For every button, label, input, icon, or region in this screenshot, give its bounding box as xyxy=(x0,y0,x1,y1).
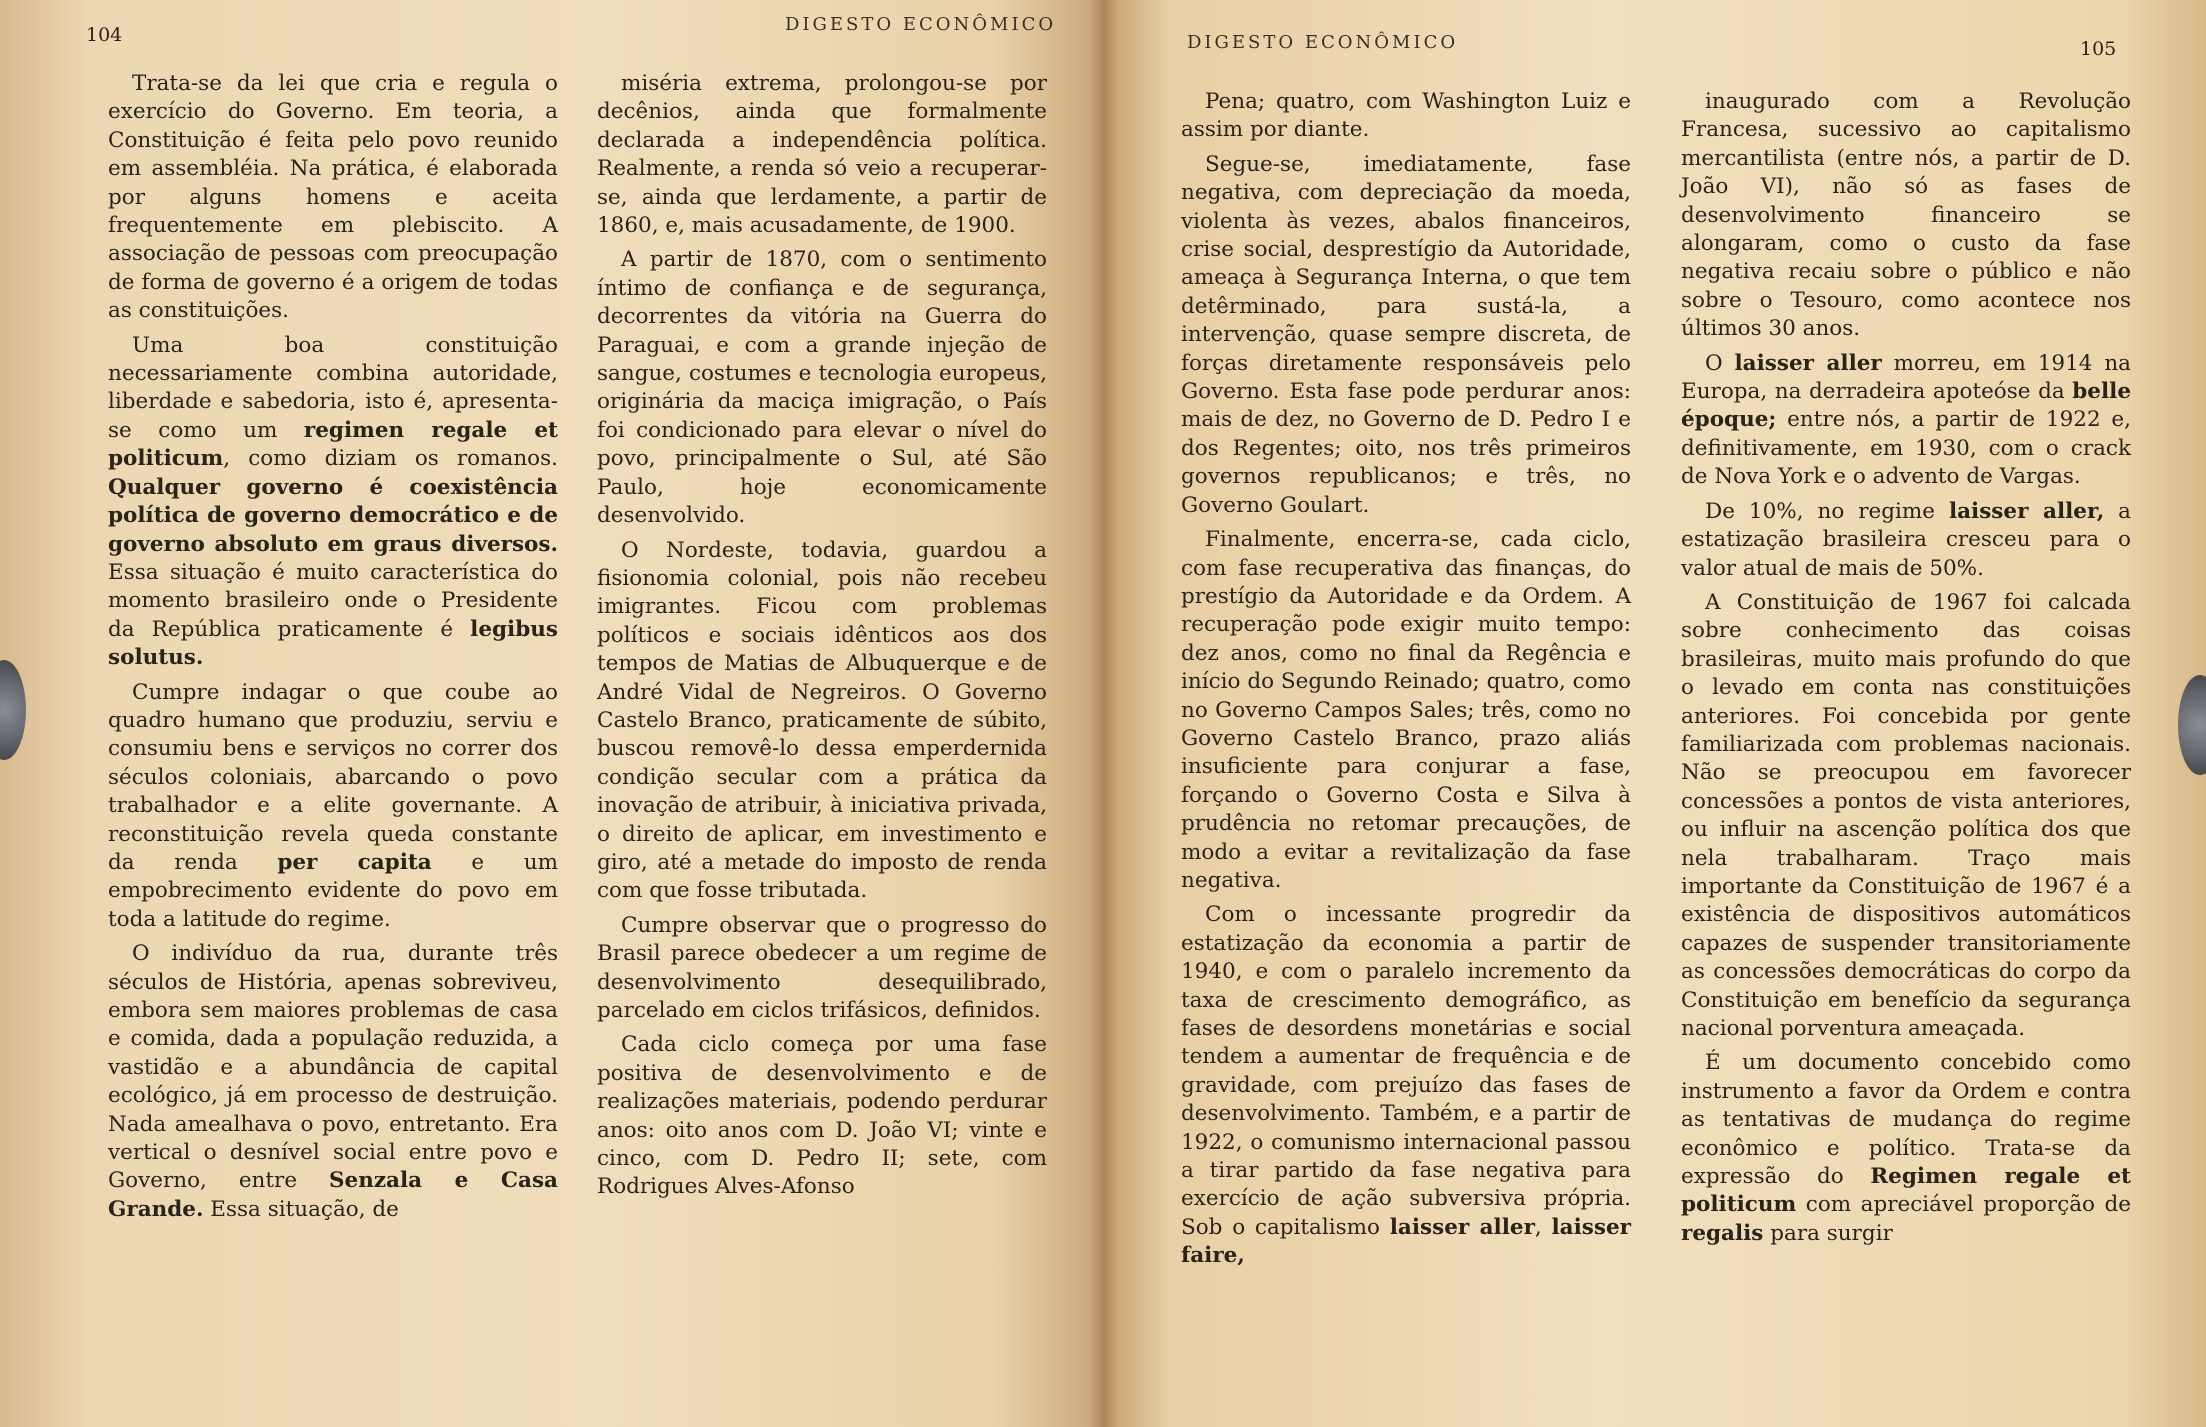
bold-text: Qualquer governo é coexistência política de governo democrático e de governo absoluto em graus diversos. xyxy=(108,474,558,557)
bold-text: Senzala e Casa Grande. xyxy=(108,1168,558,1222)
paragraph: A partir de 1870, com o sentimento íntimo de confiança e de segurança, decorrentes da vitória na Guerra do Paraguai, e com a grande injeção de sangue, costumes e tecnologia europeus, originária da maciça imigração, o País foi condicionado para elevar o nível do povo, principalmente o Sul, até São Paulo, hoje economicamente desenvolvido. xyxy=(597,247,1047,529)
paragraph: É um documento concebido como instrumento a favor da Ordem e contra as tentativas de mudança do regime econômico e político. Trata-se da expressão do Regimen regale et politicum com apreciável proporção de regalis para surgir xyxy=(1681,1050,2131,1246)
paragraph: O Nordeste, todavia, guardou a fisionomia colonial, pois não recebeu imigrantes. Ficou com problemas políticos e sociais idênticos aos dos tempos de Matias de Albuquerque e de André Vidal de Negreiros. O Governo Castelo Branco, praticamente de súbito, buscou removê-lo dessa emperdernida condição secular com a prática da inovação de atribuir, à iniciativa privada, o direito de aplicar, em investimento e giro, até a metade do imposto de renda com que fosse tributada. xyxy=(597,537,1047,904)
paragraph: Cada ciclo começa por uma fase positiva de desenvolvimento e de realizações materiais, podendo perdurar anos: oito anos com D. João VI; vinte e cinco, com D. Pedro II; sete, com Rodrigues Alves-Afonso xyxy=(597,1032,1047,1200)
paragraph: inaugurado com a Revolução Francesa, sucessivo ao capitalismo mercantilista (entre nós, a partir de D. João VI), não só as fases de desenvolvimento financeiro se alongaram, como o custo da fase negativa recaiu sobre o público e não sobre o Tesouro, como acontece nos últimos 30 anos. xyxy=(1681,89,2131,342)
bold-text: Regimen regale et politicum xyxy=(1681,1164,2131,1218)
page-number-left: 104 xyxy=(86,24,123,46)
left-page-column-2 xyxy=(597,70,1047,1202)
bold-text: belle époque; xyxy=(1681,379,2131,433)
paragraph: O indivíduo da rua, durante três séculos de História, apenas sobreviveu, embora sem maiores problemas de casa e comida, dada a população reduzida, a vastidão e a abundância de capital ecológico, já em processo de destruição. Nada amealhava o povo, entretanto. Era vertical o desnível social entre povo e Governo, entre Senzala e Casa Grande. Essa situação, de xyxy=(108,941,558,1222)
book-gutter xyxy=(1088,0,1118,1427)
bold-text: laisser aller xyxy=(1389,1214,1535,1240)
right-page xyxy=(1103,0,2206,1427)
left-page-column-1 xyxy=(108,70,558,1224)
paragraph: O laisser aller morreu, em 1914 na Europa, na derradeira apoteóse da belle époque; entre nós, a partir de 1922 e, definitivamente, em 1930, com o crack de Nova York e o advento de Vargas. xyxy=(1681,350,2131,490)
bold-text: laisser aller, xyxy=(1948,498,2105,524)
right-page-column-1 xyxy=(1181,88,1631,1271)
paragraph: De 10%, no regime laisser aller, a estatização brasileira cresceu para o valor atual de mais de 50%. xyxy=(1681,498,2131,581)
paragraph: A Constituição de 1967 foi calcada sobre conhecimento das coisas brasileiras, muito mais profundo do que o levado em conta nas constituições anteriores. Foi concebida por gente familiarizada com problemas nacionais. Não se preocupou em favorecer concessões a pontos de vista anteriores, ou influir na ascenção política dos que nela trabalharam. Traço mais importante da Constituição de 1967 é a existência de dispositivos automáticos capazes de suspender transitoriamente as concessões democráticas do corpo da Constituição em benefício da segurança nacional porventura ameaçada. xyxy=(1681,589,2131,1041)
paragraph: Finalmente, encerra-se, cada ciclo, com fase recuperativa das finanças, do prestígio da Autoridade e da Ordem. A recuperação pode exigir muito tempo: dez anos, como no final da Regência e início do Segundo Reinado; quatro, como no Governo Campos Sales; três, como no Governo Castelo Branco, prazo aliás insuficiente para conjurar a fase, forçando o Governo Costa e Silva à prudência no retomar precauções, de modo a evitar a revitalização da fase negativa. xyxy=(1181,527,1631,893)
binder-hole-left xyxy=(0,660,26,760)
paragraph: Com o incessante progredir da estatização da economia a partir de 1940, e com o paralelo incremento da taxa de crescimento demográfico, as fases de desordens monetárias e social tendem a aumentar de frequência e de gravidade, com prejuízo das fases de desenvolvimento. Também, e a partir de 1922, o comunismo internacional passou a tirar partido da fase negativa para exercício de ação subversiva própria. Sob o capitalismo laisser aller, laisser faire, xyxy=(1181,902,1631,1269)
bold-text: laisser aller xyxy=(1734,350,1882,376)
paragraph: miséria extrema, prolongou-se por decênios, ainda que formalmente declarada a independência política. Realmente, a renda só veio a recuperar-se, ainda que lerdamente, a partir de 1860, e, mais acusadamente, de 1900. xyxy=(597,71,1047,239)
paragraph: Pena; quatro, com Washington Luiz e assim por diante. xyxy=(1181,89,1631,143)
paragraph: Cumpre indagar o que coube ao quadro humano que produziu, serviu e consumiu bens e serviços no correr dos séculos coloniais, abarcando o povo trabalhador e a elite governante. A reconstituição revela queda constante da renda per capita e um empobrecimento evidente do povo em toda a latitude do regime. xyxy=(108,679,558,932)
paragraph: Trata-se da lei que cria e regula o exercício do Governo. Em teoria, a Constituição é feita pelo povo reunido em assembléia. Na prática, é elaborada por alguns homens e aceita frequentemente em plebiscito. A associação de pessoas com preocupação de forma de governo é a origem de todas as constituições. xyxy=(108,71,558,324)
bold-text: legibus solutus. xyxy=(108,616,558,671)
page-number-right: 105 xyxy=(2080,38,2117,60)
right-page-column-2 xyxy=(1681,88,2131,1248)
bold-text: regalis xyxy=(1681,1220,1764,1246)
paragraph: Segue-se, imediatamente, fase negativa, com depreciação da moeda, violenta às vezes, abalos financeiros, crise social, desprestígio da Autoridade, ameaça à Segurança Interna, o que tem detêrminado, para sustá-la, a intervenção, quase sempre discreta, de forças diretamente responsáveis pelo Governo. Esta fase pode perdurar anos: mais de dez, no Governo de D. Pedro I e dos Regentes; oito, nos três primeiros governos republicanos; e três, no Governo Goulart. xyxy=(1181,151,1631,518)
running-head-right: DIGESTO ECONÔMICO xyxy=(1187,32,1459,53)
paragraph: Uma boa constituição necessariamente combina autoridade, liberdade e sabedoria, isto é, apresenta-se como um regimen regale et politicum, como diziam os romanos. Qualquer governo é coexistência política de governo democrático e de governo absoluto em graus diversos. Essa situação é muito característica do momento brasileiro onde o Presidente da República praticamente é legibus solutus. xyxy=(108,332,558,671)
bold-text: laisser faire, xyxy=(1181,1214,1631,1269)
bold-text: per capita xyxy=(277,849,432,875)
binder-hole-right xyxy=(2178,675,2206,775)
running-head-left: DIGESTO ECONÔMICO xyxy=(785,14,1057,35)
bold-text: regimen regale et politicum xyxy=(108,417,558,472)
paragraph: Cumpre observar que o progresso do Brasil parece obedecer a um regime de desenvolvimento desequilibrado, parcelado em ciclos trifásicos, definidos. xyxy=(597,912,1047,1023)
